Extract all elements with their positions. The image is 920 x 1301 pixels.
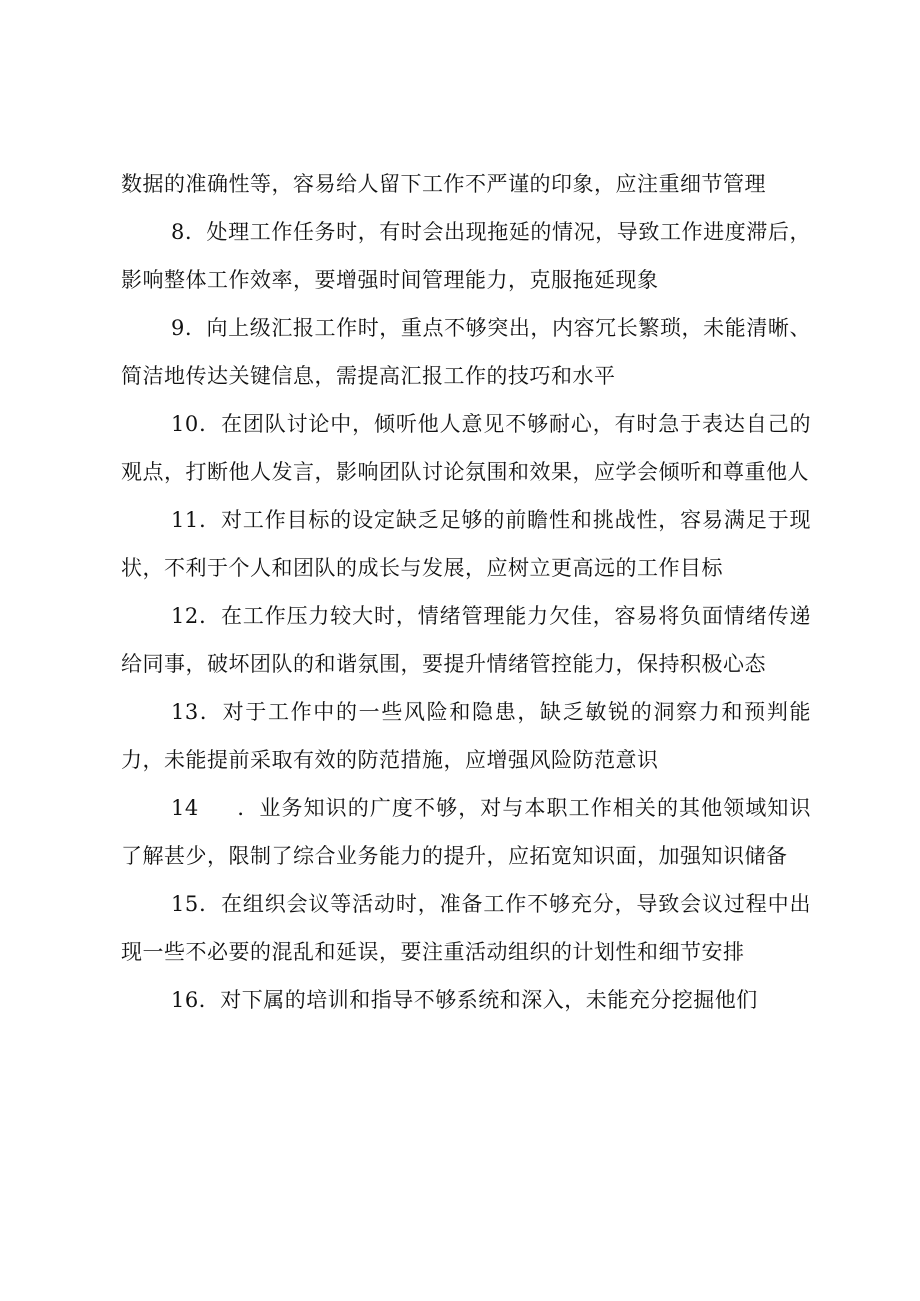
item-number: 11 — [171, 508, 199, 532]
list-item-11 — [121, 496, 811, 592]
paragraph-text: ．业务知识的广度不够，对与本职工作相关的其他领域知识了解甚少，限制了综合业务能力的提升，应拓宽知识面，加强知识储备 — [121, 796, 811, 868]
paragraph-text: ．在工作压力较大时，情绪管理能力欠佳，容易将负面情绪传递给同事，破坏团队的和谐氛围，要提升情绪管控能力，保持积极心态 — [121, 604, 811, 676]
item-number: 15 — [171, 892, 199, 916]
item-number: 16 — [171, 988, 199, 1012]
paragraph-text: ．对于工作中的一些风险和隐患，缺乏敏锐的洞察力和预判能力，未能提前采取有效的防范措施，应增强风险防范意识 — [121, 700, 811, 772]
paragraph-text: ．对工作目标的设定缺乏足够的前瞻性和挑战性，容易满足于现状，不利于个人和团队的成长与发展，应树立更高远的工作目标 — [121, 508, 811, 580]
list-item-16 — [121, 976, 811, 1024]
list-item-8 — [121, 208, 811, 304]
list-item-13 — [121, 688, 811, 784]
list-item-9 — [121, 304, 811, 400]
paragraph-text: ．向上级汇报工作时，重点不够突出，内容冗长繁琐，未能清晰、简洁地传达关键信息，需提高汇报工作的技巧和水平 — [121, 316, 811, 388]
item-number: 9 — [171, 316, 185, 340]
list-item-10 — [121, 400, 811, 496]
paragraph-text: ．处理工作任务时，有时会出现拖延的情况，导致工作进度滞后，影响整体工作效率，要增强时间管理能力，克服拖延现象 — [121, 220, 811, 292]
paragraph-continuation — [121, 160, 811, 208]
list-item-14 — [121, 784, 811, 880]
document-body — [121, 160, 811, 1024]
item-number: 8 — [171, 220, 185, 244]
item-number: 10 — [171, 412, 199, 436]
list-item-12 — [121, 592, 811, 688]
item-number: 12 — [171, 604, 199, 628]
paragraph-text: ．对下属的培训和指导不够系统和深入，未能充分挖掘他们 — [198, 988, 758, 1012]
item-number: 14 — [171, 796, 199, 820]
paragraph-text: ．在团队讨论中，倾听他人意见不够耐心，有时急于表达自己的观点，打断他人发言，影响团队讨论氛围和效果，应学会倾听和尊重他人 — [121, 412, 811, 484]
list-item-15 — [121, 880, 811, 976]
paragraph-text: ．在组织会议等活动时，准备工作不够充分，导致会议过程中出现一些不必要的混乱和延误，要注重活动组织的计划性和细节安排 — [121, 892, 811, 964]
item-number: 13 — [171, 700, 199, 724]
paragraph-text: 数据的准确性等，容易给人留下工作不严谨的印象，应注重细节管理 — [121, 172, 766, 196]
